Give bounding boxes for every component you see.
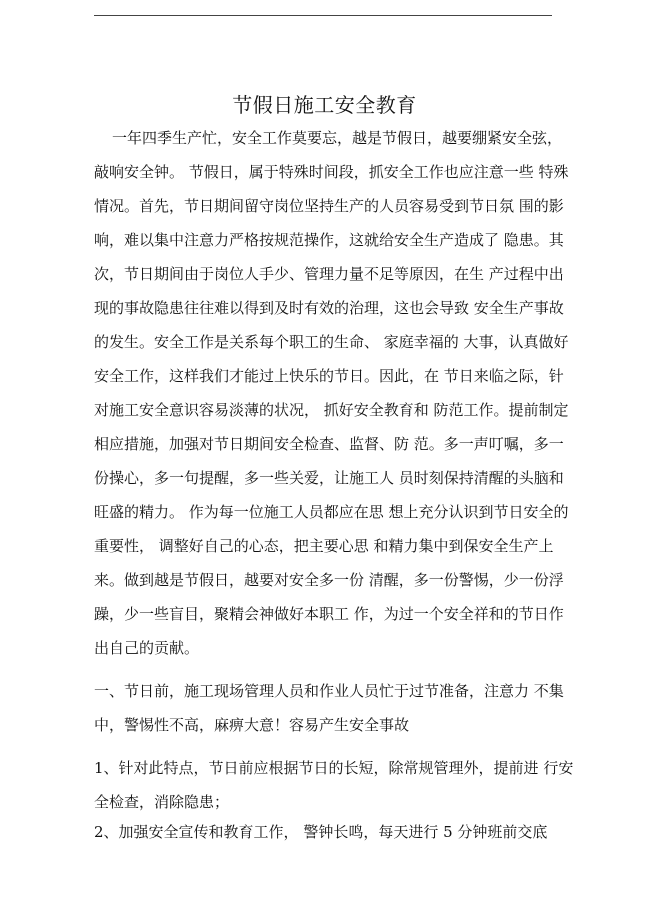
body-line: 现的事故隐患往往难以得到及时有效的治理，这也会导致 安全生产事故 <box>94 299 564 317</box>
body-line: 重要性， 调整好自己的心态，把主要心思 和精力集中到保安全生产上 <box>94 537 554 555</box>
body-line: 旺盛的精力。 作为每一位施工人员都应在思 想上充分认识到节日安全的 <box>94 503 569 521</box>
body-line: 情况。首先，节日期间留守岗位坚持生产的人员容易受到节日氛 围的影 <box>94 197 564 215</box>
body-line: 躁，少一些盲目，聚精会神做好本职工 作，为过一个安全祥和的节日作 <box>94 605 564 623</box>
header-rule <box>94 15 552 16</box>
body-line: 安全工作，这样我们才能过上快乐的节日。因此，在 节日来临之际，针 <box>94 367 564 385</box>
body-line: 的发生。安全工作是关系每个职工的生命、 家庭幸福的 大事，认真做好 <box>94 333 569 351</box>
section-heading-line: 一、节日前，施工现场管理人员和作业人员忙于过节准备，注意力 不集 <box>94 682 564 700</box>
body-line: 来。做到越是节假日，越要对安全多一份 清醒，多一份警惕，少一份浮 <box>94 571 564 589</box>
body-line: 敲响安全钟。 节假日，属于特殊时间段，抓安全工作也应注意一些 特殊 <box>94 163 569 181</box>
body-line: 响，难以集中注意力严格按规范操作，这就给安全生产造成了 隐患。其 <box>94 231 564 249</box>
list-item-line: 全检查，消除隐患； <box>94 793 230 811</box>
list-item-line: 1、针对此特点，节日前应根据节日的长短，除常规管理外，提前进 行安 <box>94 759 574 777</box>
section-heading-line: 中，警惕性不高，麻痹大意！容易产生安全事故 <box>94 716 410 734</box>
document-title: 节假日施工安全教育 <box>232 93 417 117</box>
body-line: 一年四季生产忙，安全工作莫要忘，越是节假日，越要绷紧安全弦， <box>112 129 563 147</box>
list-item-line: 2、加强安全宣传和教育工作， 警钟长鸣，每天进行 5 分钟班前交底 <box>94 823 548 841</box>
body-line: 出自己的贡献。 <box>94 639 200 657</box>
body-line: 相应措施，加强对节日期间安全检查、监督、防 范。多一声叮嘱，多一 <box>94 435 564 453</box>
body-line: 份操心，多一句提醒，多一些关爱，让施工人 员时刻保持清醒的头脑和 <box>94 469 564 487</box>
body-line: 对施工安全意识容易淡薄的状况， 抓好安全教育和 防范工作。提前制定 <box>94 401 569 419</box>
body-line: 次，节日期间由于岗位人手少、管理力量不足等原因，在生 产过程中出 <box>94 265 564 283</box>
